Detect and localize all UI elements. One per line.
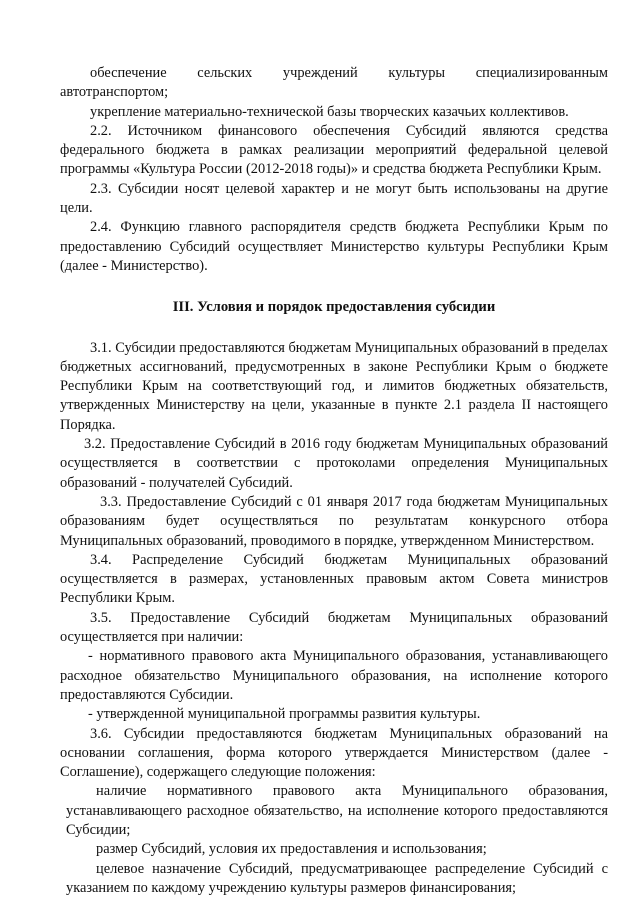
paragraph-3-4: 3.4. Распределение Субсидий бюджетам Муниципальных образований осуществляется в размерах, установленных правовым актом Совета министров Республики Крым. [60,551,608,607]
paragraph-3-3: 3.3. Предоставление Субсидий с 01 января 2017 года бюджетам Муниципальных образованиям будет осуществляться по результатам конкурсного отбора Муниципальных образований, проводимого в порядке, утвержденном Министерством. [60,493,608,549]
paragraph-2-2: 2.2. Источником финансового обеспечения Субсидий являются средства федерального бюджета в рамках реализации мероприятий федеральной целевой программы «Культура России (2012-2018 годы)» и средства бюджета Республики Крым. [60,122,608,178]
paragraph-3-6: 3.6. Субсидии предоставляются бюджетам Муниципальных образований на основании соглашения, форма которого утверждается Министерством (далее - Соглашение), содержащего следующие положения: [60,725,608,781]
paragraph-2-4: 2.4. Функцию главного распорядителя средств бюджета Республики Крым по предоставлению Субсидий осуществляет Министерство культуры Республики Крым (далее - Министерство). [60,219,608,274]
paragraph-3-1: 3.1. Субсидии предоставляются бюджетам Муниципальных образований в пределах бюджетных ассигнований, предусмотренных в законе Республики Крым о бюджете Республики Крым на соответствующий год, и лимитов бюджетных обязательств, утвержденных Министерству на цели, указанные в пункте 2.1 раздела II настоящего Порядка. [60,339,608,433]
paragraph-rural-transport: обеспечение сельских учреждений культуры специализированным автотранспортом; [60,65,608,101]
agreement-provisions [60,782,608,898]
dash-item-municipal-program: - утвержденной муниципальной программы развития культуры. [88,706,481,723]
paragraph-3-5: 3.5. Предоставление Субсидий бюджетам Муниципальных образований осуществляется при наличии: [60,609,608,646]
paragraph-cossack-collectives: укрепление материально-технической базы творческих казачьих коллективов. [90,103,569,120]
section-heading: III. Условия и порядок предоставления субсидии [172,299,496,316]
document-page [60,64,608,898]
agreement-item-size-conditions: размер Субсидий, условия их предоставления и использования; [96,841,487,858]
agreement-item-purpose: целевое назначение Субсидий, предусматривающее распределение Субсидий с указанием по каждому учреждению культуры размеров финансирования; [66,860,608,896]
paragraph-2-3: 2.3. Субсидии носят целевой характер и не могут быть использованы на другие цели. [60,180,608,217]
agreement-item-normative-act: наличие нормативного правового акта Муниципального образования, устанавливающего расходное обязательство, на исполнение которого предоставляются Субсидии; [66,783,608,838]
dash-item-normative-act: - нормативного правового акта Муниципального образования, устанавливающего расходное обязательство Муниципального образования, на исполнение которого предоставляются Субсидии. [60,648,608,703]
paragraph-3-2: 3.2. Предоставление Субсидий в 2016 году бюджетам Муниципальных образований осуществляется в соответствии с протоколами определения Муниципальных образований - получателей Субсидий. [60,436,608,491]
